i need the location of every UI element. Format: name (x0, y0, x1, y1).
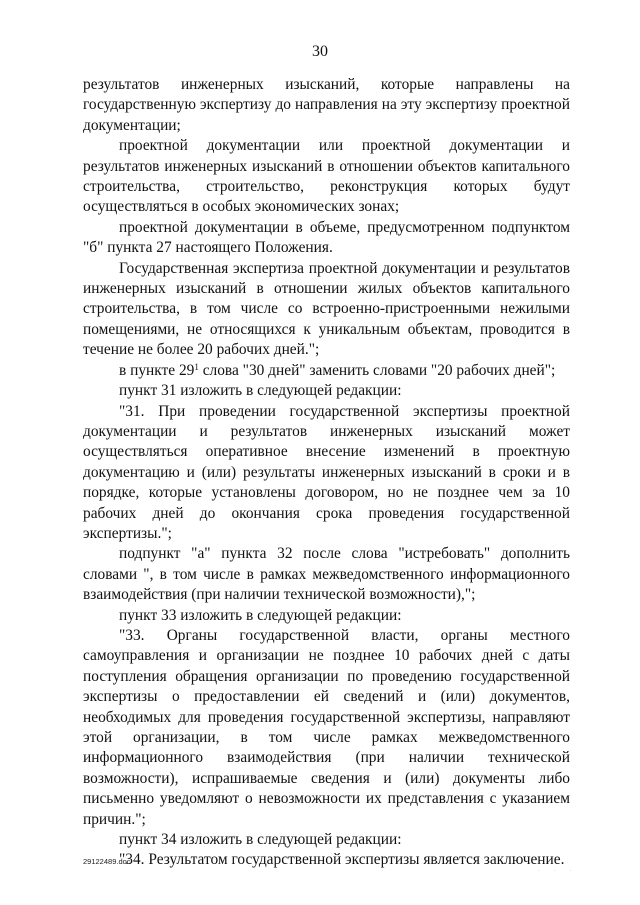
paragraph-5-before: в пункте 29 (119, 361, 195, 379)
paragraph-4: Государственная экспертиза проектной документации и результатов инженерных изысканий в отношении жилых объектов капитального строительства, в том числе со встроенно-пристроенными нежилыми помещениями, не относящихся к уникальным объектам, проводится в течение не более 20 рабочих дней."; (83, 259, 570, 359)
paragraph-11: пункт 34 изложить в следующей редакции: (119, 831, 402, 849)
footer-doc-code: 29122489.doc (83, 857, 131, 866)
paragraph-7: "31. При проведении государственной экспертизы проектной документации и результатов инженерных изысканий может осуществляться оперативное внесение изменений в проектную документацию и (или) результаты инженерных изысканий в сроки и в порядке, которые установлены договором, но не позднее чем за 10 рабочих дней до окончания срока проведения государственной экспертизы."; (83, 402, 570, 542)
paragraph-5-after: слова "30 дней" заменить словами "20 рабочих дней"; (198, 361, 556, 379)
paragraph-8: подпункт "а" пункта 32 после слова "истребовать" дополнить словами ", в том числе в рамках межведомственного информационного взаимодействия (при наличии технической возможности),"; (83, 545, 570, 604)
paragraph-9: пункт 33 изложить в следующей редакции: (119, 606, 402, 624)
paragraph-6: пункт 31 изложить в следующей редакции: (119, 382, 402, 400)
paragraph-10: "33. Органы государственной власти, органы местного самоуправления и организации не позднее 10 рабочих дней с даты поступления обращения организации по проведению государственной экспертизы о предоставлении ей сведений и (или) документов, необходимых для проведения государственной экспертизы, направляют этой организации, в том числе рамках межведомственного информационного взаимодействия (при наличии технической возможности), испрашиваемые сведения и (или) документы либо письменно уведомляют о невозможности их представления с указанием причин."; (83, 626, 570, 828)
paragraph-3: проектной документации в объеме, предусмотренном подпунктом "б" пункта 27 настоящего Положения. (83, 218, 570, 257)
document-body (83, 75, 570, 871)
paragraph-5-superscript: 1 (194, 361, 199, 372)
paragraph-12: "34. Результатом государственной экспертизы является заключение. (119, 851, 565, 869)
paragraph-2: проектной документации или проектной документации и результатов инженерных изысканий в отношении объектов капитального строительства, строительство, реконструкция которых будут осуществляться в особых экономических зонах; (83, 137, 570, 216)
paragraph-5 (83, 361, 570, 381)
scan-artifact-dots: · · · (538, 868, 578, 875)
paragraph-1: результатов инженерных изысканий, которые направлены на государственную экспертизу до направления на эту экспертизу проектной документации; (83, 76, 570, 134)
page-number: 30 (312, 43, 328, 60)
